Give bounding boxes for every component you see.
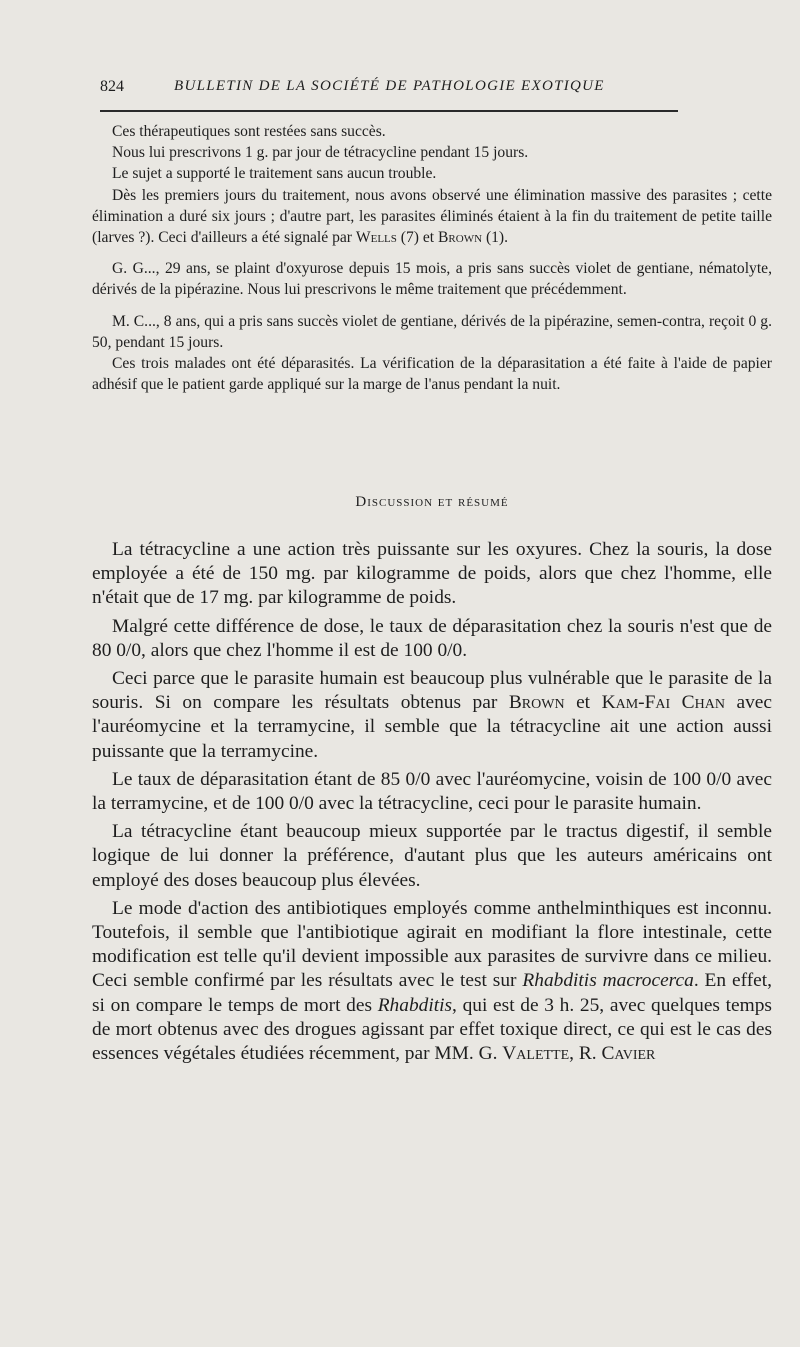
species-name: Rhabditis [377, 994, 453, 1016]
running-title: BULLETIN DE LA SOCIÉTÉ DE PATHOLOGIE EXOTIQUE [174, 78, 605, 94]
author-name: Brown [508, 692, 565, 714]
author-name: Kam-Fai Chan [601, 692, 725, 714]
paragraph: G. G..., 29 ans, se plaint d'oxyurose depuis 15 mois, a pris sans succès violet de gentiane, nématolyte, dérivés de la pipérazine. Nous lui prescrivons le même traitement que précédemment. [92, 260, 772, 299]
author-name: Brown [438, 229, 483, 247]
paragraph: Ces thérapeutiques sont restées sans succès. [112, 123, 386, 140]
paragraph: Ces trois malades ont été déparasités. La vérification de la déparasitation a été faite à l'aide de papier adhésif que le patient garde appliqué sur la marge de l'anus pendant la nuit. [92, 355, 772, 394]
paragraph: La tétracycline a une action très puissante sur les oxyures. Chez la souris, la dose employée a été de 150 mg. par kilogramme de poids, alors que chez l'homme, elle n'était que de 17 mg. par kilogramme de poids. [92, 539, 772, 609]
page-header [100, 78, 670, 100]
paragraph: Le mode d'action des antibiotiques employés comme anthelminthiques est inconnu. Toutefois, il semble que l'antibiotique agirait en modifiant la flore intestinale, cette modification est telle qu'il devient impossible aux parasites de survivre dans ce milieu. Ceci semble confirmé par les résultats avec le test sur Rhabditis macrocerca. En effet, si on compare le temps de mort des Rhabditis, qui est de 3 h. 25, avec quelques temps de mort obtenus avec des drogues agissant par effet toxique direct, ce qui est le cas des essences végétales étudiées récemment, par MM. G. Valette, R. Cavier [92, 897, 772, 1065]
paragraph: Le sujet a supporté le traitement sans aucun trouble. [112, 165, 437, 183]
author-name: Cavier [601, 1043, 656, 1065]
author-name: Wells [355, 229, 397, 247]
paragraph: Ceci parce que le parasite humain est beaucoup plus vulnérable que le parasite de la souris. Si on compare les résultats obtenus par Brown et Kam-Fai Chan avec l'auréomycine et la terramycine, il semble que la tétracycline ait une action aussi puissante que la terramycine. [92, 668, 772, 762]
paragraph: Dès les premiers jours du traitement, nous avons observé une élimination massive des parasites ; cette élimination a duré six jours ; d'autre part, les parasites éliminés étaient à la fin du traitement de petite taille (larves ?). Ceci d'ailleurs a été signalé par Wells (7) et Brown (1). [92, 186, 772, 247]
paragraph: La tétracycline étant beaucoup mieux supportée par le tractus digestif, il semble logique de lui donner la préférence, d'autant plus que les auteurs américains ont employé des doses beaucoup plus élevées. [92, 821, 772, 891]
section-heading: Discussion et résumé [355, 494, 509, 510]
page-number: 824 [100, 78, 124, 95]
paragraph: Nous lui prescrivons 1 g. par jour de tétracycline pendant 15 jours. [112, 144, 529, 162]
paragraph: M. C..., 8 ans, qui a pris sans succès violet de gentiane, dérivés de la pipérazine, semen-contra, reçoit 0 g. 50, pendant 15 jours. [92, 312, 772, 351]
species-name: Rhabditis macrocerca [522, 970, 694, 992]
paragraph: Le taux de déparasitation étant de 85 0/0 avec l'auréomycine, voisin de 100 0/0 avec la terramycine, et de 100 0/0 avec la tétracycline, ceci pour le parasite humain. [92, 768, 772, 815]
paragraph: Malgré cette différence de dose, le taux de déparasitation chez la souris n'est que de 80 0/0, alors que chez l'homme il est de 100 0/0. [92, 615, 772, 661]
author-name: Valette [502, 1043, 570, 1065]
discussion-body [92, 538, 772, 1066]
case-reports [92, 121, 772, 395]
header-rule [100, 110, 678, 112]
